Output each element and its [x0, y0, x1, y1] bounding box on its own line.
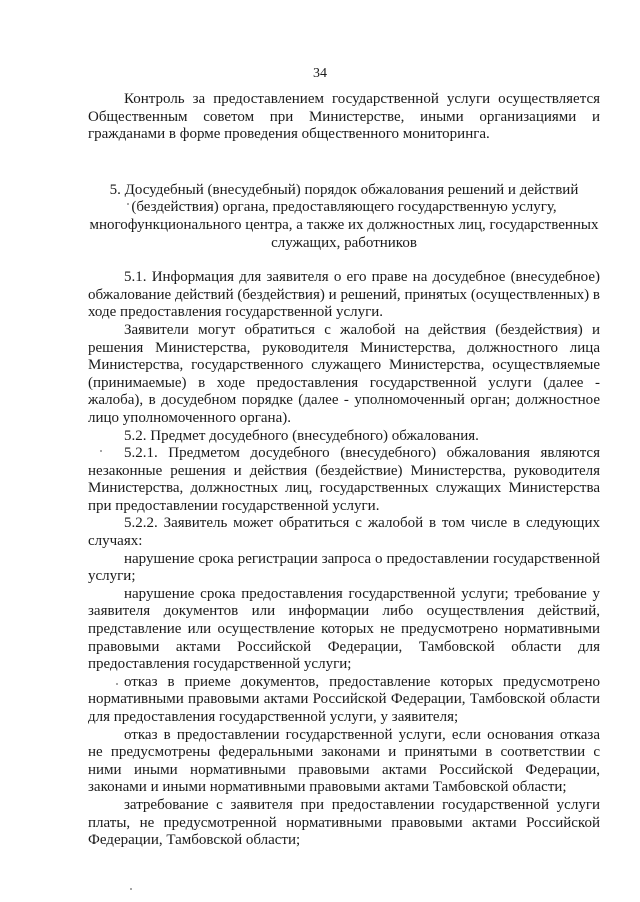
scan-speck [100, 450, 102, 452]
paragraph-complainants: Заявители могут обратиться с жалобой на действия (бездействия) и решения Министерства, руководителя Министерства, должностного лица Министерства, государственного служащего Министерства, осуществляемые (принимаемые) в ходе предоставления государственной услуги (далее - жалоба), в досудебном порядке (далее - уполномоченный орган; должностное лицо уполномоченного органа). [88, 321, 600, 426]
section-heading-block [88, 182, 600, 252]
paragraph-5-2-1: 5.2.1. Предметом досудебного (внесудебного) обжалования являются незаконные решения и действия (бездействие) Министерства, руководителя Министерства, должностных лиц, государственных служащих Министерства при предоставлении государственной услуги. [88, 445, 600, 514]
scan-speck [127, 203, 129, 205]
case-service-term: нарушение срока предоставления государственной услуги; требование у заявителя документов или информации либо осуществления действий, представление или осуществление которых не предусмотрено нормативными правовыми актами Российской Федерации, Тамбовской области для предоставления государственной услуги; [88, 585, 600, 673]
case-service-refusal: отказ в предоставлении государственной услуги, если основания отказа не предусмотрены федеральными законами и принятыми в соответствии с ними иными нормативными правовыми актами Российской Федерации, законами и иными нормативными правовыми актами Тамбовской области; [88, 726, 600, 796]
document-body [88, 91, 600, 850]
intro-paragraph: Контроль за предоставлением государственной услуги осуществляется Общественным советом при Министерстве, иными организациями и гражданами в форме проведения общественного мониторинга. [88, 91, 600, 143]
section-heading: 5. Досудебный (внесудебный) порядок обжалования решений и действий (бездействия) органа, предоставляющего государственную услугу, многофункционального центра, а также их должностных лиц, государственных служащих, работников [89, 181, 599, 251]
case-document-refusal: отказ в приеме документов, предоставление которых предусмотрено нормативными правовыми актами Российской Федерации, Тамбовской области для предоставления государственной услуги, у заявителя; [88, 673, 600, 725]
page-number: 34 [313, 66, 327, 81]
paragraph-5-2: 5.2. Предмет досудебного (внесудебного) обжалования. [124, 427, 479, 444]
paragraph-5-2-2: 5.2.2. Заявитель может обратиться с жалобой в том числе в следующих случаях: [88, 515, 600, 550]
paragraph-5-1: 5.1. Информация для заявителя о его праве на досудебное (внесудебное) обжалование действий (бездействия) и решений, принятых (осуществленных) в ходе предоставления государственной услуги. [88, 269, 600, 321]
case-registration-term: нарушение срока регистрации запроса о предоставлении государственной услуги; [88, 550, 600, 585]
case-fee-demand: затребование с заявителя при предоставлении государственной услуги платы, не предусмотренной нормативными правовыми актами Российской Федерации, Тамбовской области; [88, 796, 600, 849]
scan-speck [130, 888, 132, 890]
scan-speck [116, 683, 118, 685]
